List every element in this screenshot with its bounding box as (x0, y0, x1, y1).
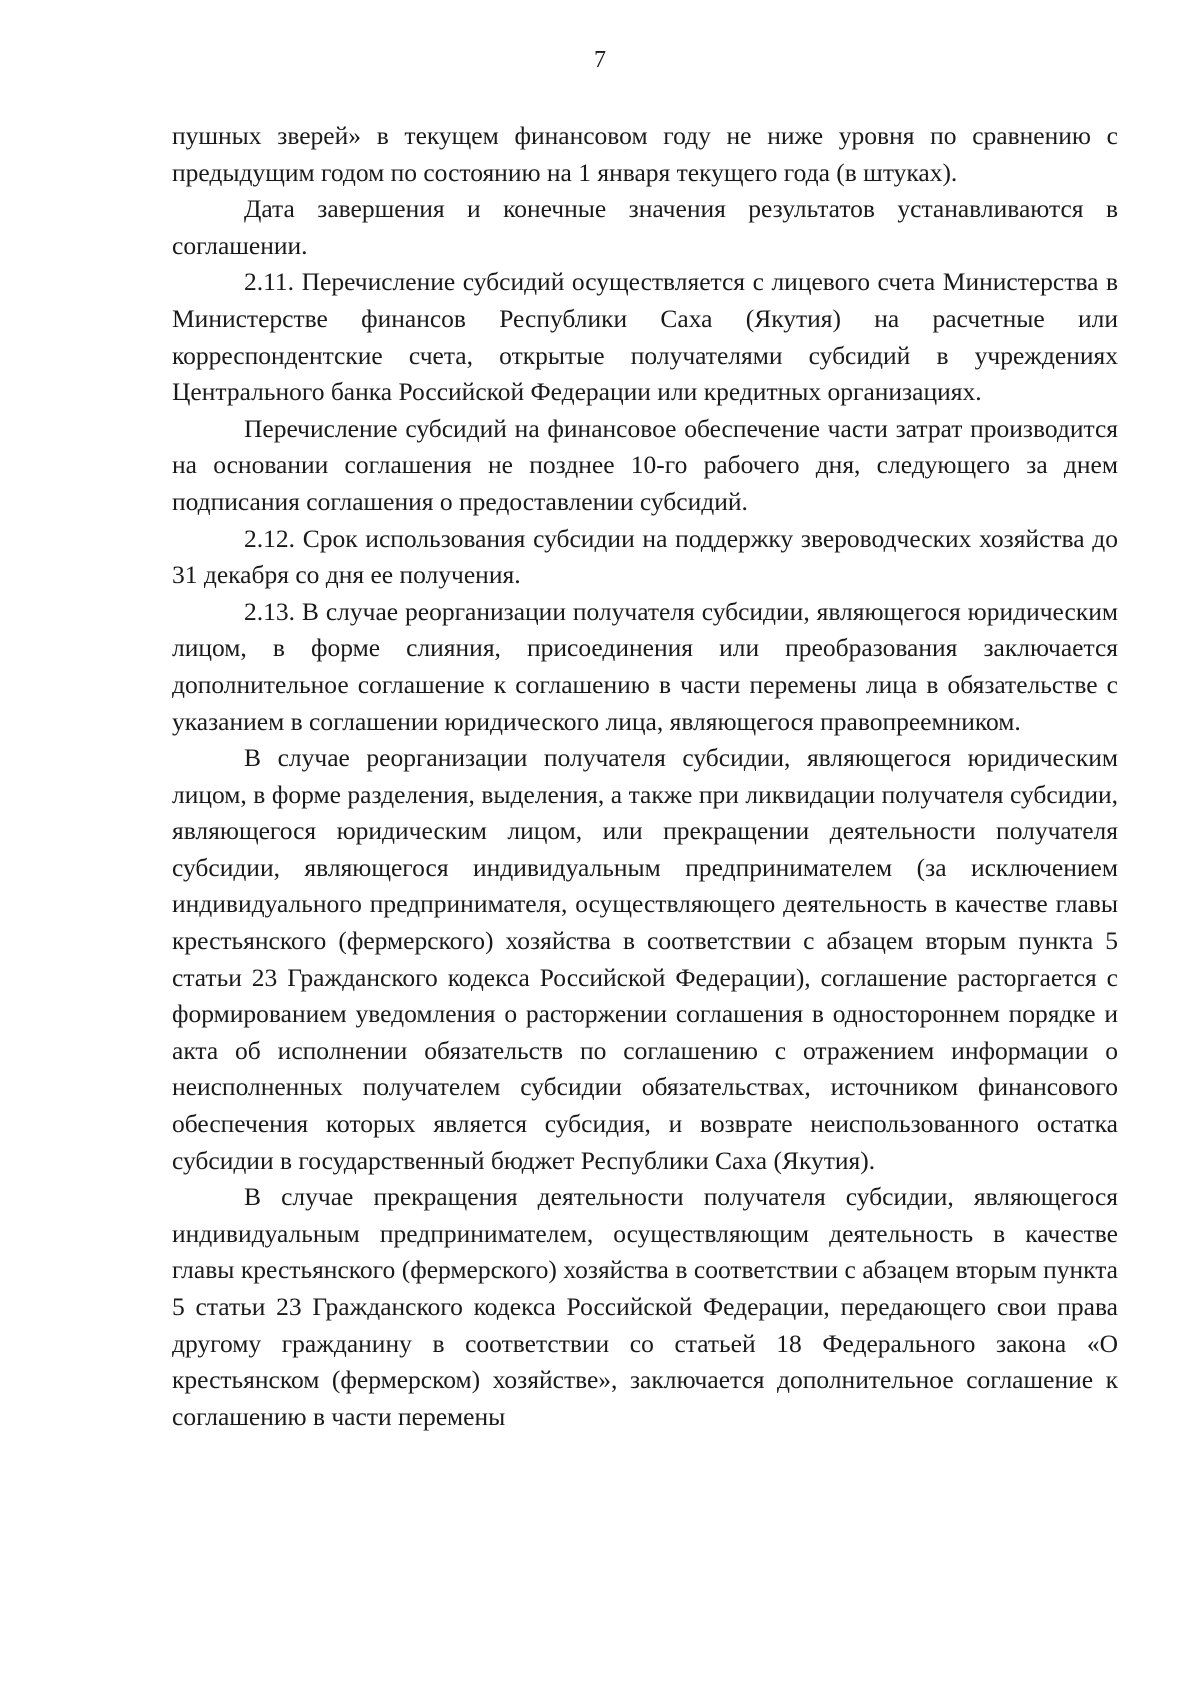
document-body (172, 118, 1118, 1435)
paragraph: Перечисление субсидий на финансовое обеспечение части затрат производится на основании соглашения не позднее 10-го рабочего дня, следующего за днем подписания соглашения о предоставлении субсидий. (172, 413, 1118, 516)
paragraph: В случае реорганизации получателя субсидии, являющегося юридическим лицом, в форме разделения, выделения, а также при ликвидации получателя субсидии, являющегося юридическим лицом, или прекращении деятельности получателя субсидии, являющегося индивидуальным предпринимателем (за исключением индивидуального предпринимателя, осуществляющего деятельность в качестве главы крестьянского (фермерского) хозяйства в соответствии с абзацем вторым пункта 5 статьи 23 Гражданского кодекса Российской Федерации), соглашение расторгается с формированием уведомления о расторжении соглашения в одностороннем порядке и акта об исполнении обязательств по соглашению с отражением информации о неисполненных получателем субсидии обязательствах, источником финансового обеспечения которых является субсидия, и возврате неиспользованного остатка субсидии в государственный бюджет Республики Саха (Якутия). (172, 743, 1118, 1175)
paragraph: 2.12. Срок использования субсидии на поддержку звероводческих хозяйства до 31 декабря со дня ее получения. (172, 523, 1118, 590)
paragraph: Дата завершения и конечные значения результатов устанавливаются в соглашении. (172, 194, 1118, 260)
paragraph: 2.13. В случае реорганизации получателя субсидии, являющегося юридическим лицом, в форме слияния, присоединения или преобразования заключается дополнительное соглашение к соглашению в части перемены лица в обязательстве с указанием в соглашении юридического лица, являющегося правопреемником. (172, 596, 1118, 736)
paragraph: В случае прекращения деятельности получателя субсидии, являющегося индивидуальным предпринимателем, осуществляющим деятельность в качестве главы крестьянского (фермерского) хозяйства в соответствии с абзацем вторым пункта 5 статьи 23 Гражданского кодекса Российской Федерации, передающего свои права другому гражданину в соответствии со статьей 18 Федерального закона «О крестьянском (фермерском) хозяйстве», заключается дополнительное соглашение к соглашению в части перемены (172, 1182, 1118, 1431)
paragraph: пушных зверей» в текущем финансовом году не ниже уровня по сравнению с предыдущим годом по состоянию на 1 января текущего года (в штуках). (172, 121, 1118, 187)
page-number: 7 (594, 47, 606, 73)
paragraph: 2.11. Перечисление субсидий осуществляется с лицевого счета Министерства в Министерстве финансов Республики Саха (Якутия) на расчетные или корреспондентские счета, открытые получателями субсидий в учреждениях Центрального банка Российской Федерации или кредитных организациях. (172, 267, 1118, 407)
